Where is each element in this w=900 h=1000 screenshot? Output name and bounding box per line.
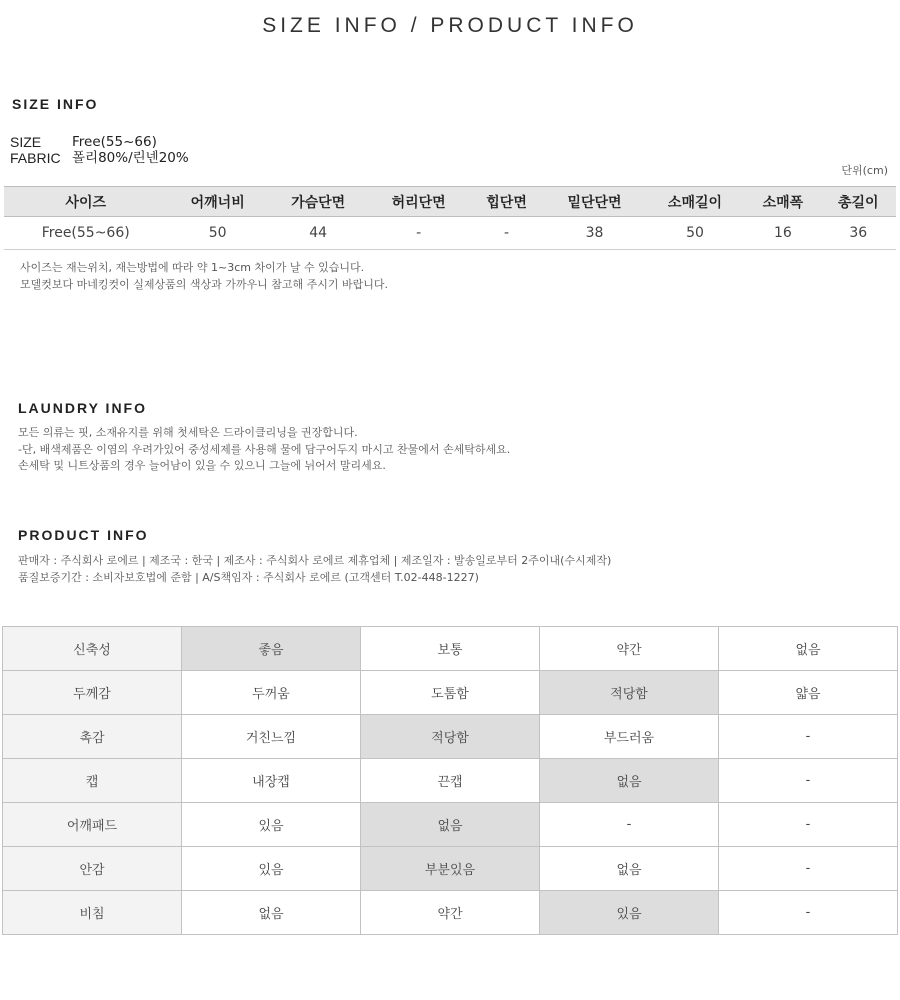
property-option: 약간 [361,891,540,935]
header-cell: 힙단면 [469,187,544,217]
property-option: 보통 [361,627,540,671]
fabric-label: FABRIC [10,150,61,166]
property-option: 얇음 [719,671,898,715]
property-option-selected: 없음 [361,803,540,847]
header-cell: 총길이 [821,187,896,217]
table-cell: - [469,217,544,250]
property-option: 끈캡 [361,759,540,803]
product-line: 품질보증기간 : 소비자보호법에 준함 | A/S책임자 : 주식회사 로에르 (고객센터 T.02-448-1227) [18,570,479,584]
size-table [4,186,896,250]
header-cell: 사이즈 [4,187,167,217]
size-value: Free(55~66) [72,134,157,150]
property-option: - [540,803,719,847]
property-row-cup [3,759,898,803]
property-option: - [719,759,898,803]
laundry-info-heading: LAUNDRY INFO [18,400,147,416]
property-label: 비침 [3,891,182,935]
property-option: 없음 [182,891,361,935]
header-cell: 허리단면 [368,187,468,217]
unit-label: 단위(cm) [841,164,888,177]
table-cell: Free(55~66) [4,217,167,250]
property-option-selected: 적당함 [540,671,719,715]
size-label: SIZE [10,134,42,150]
table-cell: 36 [821,217,896,250]
table-cell: 44 [268,217,368,250]
size-info-heading: SIZE INFO [12,96,99,112]
property-option-selected: 좋음 [182,627,361,671]
table-cell: 50 [167,217,267,250]
property-label: 촉감 [3,715,182,759]
property-option: 도톰함 [361,671,540,715]
spec-block [10,134,189,166]
property-row-lining [3,847,898,891]
property-label: 신축성 [3,627,182,671]
product-notes [18,553,611,586]
property-label: 두께감 [3,671,182,715]
header-cell: 소매폭 [745,187,820,217]
size-note: 모델컷보다 마네킹컷이 실제상품의 색상과 가까우니 참고해 주시기 바랍니다. [20,277,389,291]
property-label: 캡 [3,759,182,803]
property-option: 두꺼움 [182,671,361,715]
table-cell: 38 [544,217,644,250]
property-option-selected: 부분있음 [361,847,540,891]
laundry-line: 모든 의류는 핏, 소재유지를 위해 첫세탁은 드라이클리닝을 권장합니다. [18,426,358,439]
laundry-notes [18,425,510,475]
header-cell: 밑단단면 [544,187,644,217]
property-table [2,626,898,935]
property-row-sheerness [3,891,898,935]
table-cell: - [368,217,468,250]
header-cell: 소매길이 [645,187,745,217]
property-option: - [719,715,898,759]
size-notes [20,260,388,293]
property-option: 없음 [540,847,719,891]
product-line: 판매자 : 주식회사 로에르 | 제조국 : 한국 | 제조사 : 주식회사 로에르 제휴업체 | 제조일자 : 발송일로부터 2주이내(수시제작) [18,554,612,567]
size-note: 사이즈는 재는위치, 재는방법에 따라 약 1~3cm 차이가 날 수 있습니다. [20,261,365,274]
property-label: 어깨패드 [3,803,182,847]
property-option: - [719,803,898,847]
property-option: 내장캡 [182,759,361,803]
header-cell: 가슴단면 [268,187,368,217]
property-row-shoulder-pad [3,803,898,847]
property-option: 있음 [182,803,361,847]
property-option-selected: 있음 [540,891,719,935]
table-cell: 50 [645,217,745,250]
property-option-selected: 적당함 [361,715,540,759]
property-option: 거친느낌 [182,715,361,759]
table-cell: 16 [745,217,820,250]
page-title: SIZE INFO / PRODUCT INFO [262,14,638,37]
property-option: 없음 [719,627,898,671]
property-row-stretch [3,627,898,671]
property-row-thickness [3,671,898,715]
property-label: 안감 [3,847,182,891]
fabric-value: 폴리80%/린넨20% [72,150,189,166]
property-option: 있음 [182,847,361,891]
property-row-texture [3,715,898,759]
laundry-line: -단, 배색제품은 이염의 우려가있어 중성세제를 사용해 물에 담구어두지 마시고 찬물에서 손세탁하세요. [18,442,511,456]
property-option: 부드러움 [540,715,719,759]
property-option-selected: 없음 [540,759,719,803]
header-cell: 어깨너비 [167,187,267,217]
product-info-heading: PRODUCT INFO [18,527,149,543]
property-option: - [719,891,898,935]
laundry-line: 손세탁 및 니트상품의 경우 늘어남이 있을 수 있으니 그늘에 뉘어서 말리세요. [18,459,386,472]
property-option: - [719,847,898,891]
size-table-header [4,187,896,217]
property-option: 약간 [540,627,719,671]
table-row [4,217,896,250]
